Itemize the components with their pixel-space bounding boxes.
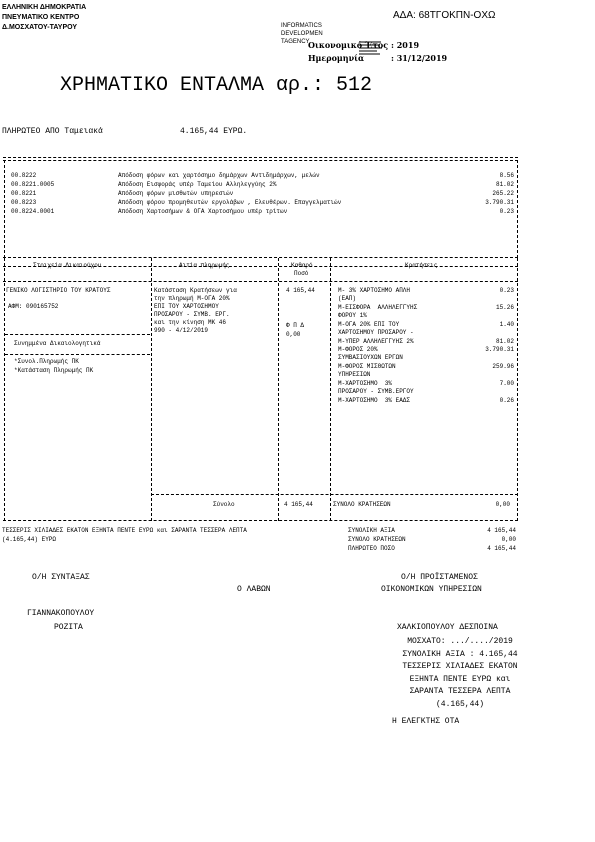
deduction-label: ΥΠΗΡΕΣΙΩΝ [338, 371, 371, 378]
deduction-label: Μ-ΧΑΡΤΟΣΗΜΟ 3% [338, 380, 393, 387]
account-desc: Απόδοση φόρου προμηθευτών εργολάβων , Ελευθέρων. Επαγγελματιών [118, 199, 342, 206]
table-right-border [517, 258, 518, 521]
table-bottom-border [3, 520, 518, 521]
account-code: 00.8221.0005 [11, 181, 55, 188]
account-amount: 81.02 [495, 181, 514, 188]
org-line: Δ.ΜΟΣΧΑΤΟΥ-ΤΑΥΡΟΥ [2, 24, 78, 31]
account-code: 00.8221 [11, 190, 37, 197]
head-name: ΧΑΛΚΙΟΠΟΥΛΟΥ ΔΕΣΠΟΙΝΑ [397, 623, 498, 632]
table-col-divider [151, 258, 152, 521]
deduction-amount: 0.23 [499, 287, 514, 294]
col-header-net2: Ποσό [294, 270, 309, 277]
deduction-label: ΧΑΡΤΟΣΗΜΟΥ ΠΡΟΣΑΡΟΥ - [338, 329, 414, 336]
deduction-label: Μ- 3% ΧΑΡΤΟΣΗΜΟ ΑΠΛΗ [338, 287, 411, 294]
deduction-amount: 7.00 [499, 380, 514, 387]
attached-docs-title: Συνημμένα Δικαιολογητικά [14, 340, 101, 347]
deduction-label: Μ-ΦΟΡΟΣ ΜΙΣΘΩΤΩΝ [338, 363, 396, 370]
accounts-right-border [517, 160, 518, 258]
org-line: ΠΝΕΥΜΑΤΙΚΟ ΚΕΝΤΡΟ [2, 14, 80, 21]
creditor-name: ΓΕΝΙΚΟ ΛΟΓΙΣΤΗΡΙΟ ΤΟΥ ΚΡΑΤΟΥΣ [6, 287, 111, 294]
head-title-line2: ΟΙΚΟΝΟΜΙΚΩΝ ΥΠΗΡΕΣΙΩΝ [381, 585, 482, 594]
deduction-label: Μ-ΥΠΕΡ ΑΛΛΗΛΕΓΓΥΗΣ 2% [338, 338, 414, 345]
controller-title: Η ΕΛΕΓΚΤΗΣ ΟΤΑ [392, 717, 460, 726]
account-code: 00.8222 [11, 172, 37, 179]
deduction-label: Μ-ΕΙΣΦΟΡΑ ΑΛΛΗΛΕΓΓΥΗΣ [338, 304, 418, 311]
col-header-cause: Αιτία πληρωμής [179, 262, 230, 269]
accounts-left-border [4, 160, 5, 258]
account-desc: Απόδοση Εισφοράς υπέρ Ταμείου Αλληλεγγύης 2% [118, 181, 277, 188]
account-desc: Απόδοση φόρων μισθωτών υπηρεσιών [118, 190, 234, 197]
amount-in-words-numeric: (4.165,44) ΕΥΡΩ [2, 536, 57, 543]
table-col-divider [278, 258, 279, 521]
col-header-deductions: Κρατήσεις [405, 262, 438, 269]
composer-name-line1: ΓΙΑΝΝΑΚΟΠΟΥΛΟΥ [27, 609, 95, 618]
fiscal-year-label: Οικονομικό Έτος [308, 40, 389, 50]
deduction-amount: 15.26 [495, 304, 514, 311]
totals-label: Σύνολο [213, 501, 235, 508]
deduction-amount: 0.26 [499, 397, 514, 404]
summary-amount: 4 165,44 [487, 527, 516, 534]
summary-label: ΣΥΝΟΛΟ ΚΡΑΤΗΣΕΩΝ [348, 536, 406, 543]
org-line: ΕΛΛΗΝΙΚΗ ΔΗΜΟΚΡΑΤΙΑ [2, 4, 87, 11]
receiver-title: Ο ΛΑΒΩΝ [237, 585, 271, 594]
date-value: : 31/12/2019 [391, 53, 448, 63]
receipt-block: ΜΟΣΧΑΤΟ: .../..../2019 ΣΥΝΟΛΙΚΗ ΑΞΙΑ : 4.165,44 ΤΕΣΣΕΡΙΣ ΧΙΛΙΑΔΕΣ ΕΚΑΤΟΝ ΕΞΗΝΤΑ ΠΕΝΤΕ ΕΥΡΩ και ΣΑΡΑΝΤΑ ΤΕΣΣΕΡΑ ΛΕΠΤΑ (4.165,44) [402, 637, 518, 709]
col-header-creditor: Στοιχεία Δικαιούχου [33, 262, 102, 269]
account-code: 00.8223 [11, 199, 37, 206]
deduction-amount: 81.02 [495, 338, 514, 345]
net-label-fpd: Φ Π Δ [286, 322, 305, 329]
ada-code: ΑΔΑ: 68ΤΓΟΚΠΝ-ΟΧΩ [393, 10, 496, 21]
account-desc: Απόδοση Χαρτοσήμων & ΟΓΑ Χαρτοσήμου υπέρ τρίτων [118, 208, 288, 215]
table-col-divider [330, 258, 331, 521]
head-title-line1: Ο/Η ΠΡΟΪΣΤΑΜΕΝΟΣ [401, 573, 478, 582]
document-title: ΧΡΗΜΑΤΙΚΟ ΕΝΤΑΛΜΑ αρ.: 512 [60, 74, 373, 97]
totals-deductions-label: ΣΥΝΟΛΟ ΚΡΑΤΗΣΕΩΝ [333, 501, 391, 508]
org-name-block [2, 3, 86, 33]
table-left-border [4, 258, 5, 521]
attached-doc: *Κατάσταση Πληρωμής ΠΚ [14, 367, 94, 374]
totals-top-border [151, 494, 518, 495]
account-amount: 0.23 [499, 208, 514, 215]
summary-label: ΣΥΝΟΛΙΚΗ ΑΞΙΑ [348, 527, 395, 534]
account-code: 00.8224.0001 [11, 208, 55, 215]
deduction-label: Μ-ΟΓΑ 20% ΕΠΙ ΤΟΥ [338, 321, 400, 328]
deduction-label: ΠΡΟΣΑΡΟΥ - ΣΥΜΒ.ΕΡΓΟΥ [338, 388, 414, 395]
accounts-bottom-border [3, 257, 518, 258]
deduction-label: Μ-ΦΟΡΟΣ 20% [338, 346, 378, 353]
amount-in-words: ΤΕΣΣΕΡΙΣ ΧΙΛΙΑΔΕΣ ΕΚΑΤΟΝ ΕΞΗΝΤΑ ΠΕΝΤΕ ΕΥΡΩ και ΣΑΡΑΝΤΑ ΤΕΣΣΕΡΑ ΛΕΠΤΑ [2, 527, 247, 534]
totals-deductions-amount: 0,00 [495, 501, 510, 508]
accounts-top-border [3, 157, 518, 158]
payable-label: ΠΛΗΡΩΤΕΟ ΑΠΟ Ταμειακά [2, 127, 103, 136]
deduction-amount: 1.40 [499, 321, 514, 328]
summary-label: ΠΛΗΡΩΤΕΟ ΠΟΣΟ [348, 545, 395, 552]
payment-cause: Κατάσταση Κρατήσεων για την πληρωμή Μ-ΟΓΑ 20% ΕΠΙ ΤΟΥ ΧΑΡΤΟΣΗΜΟΥ ΠΡΟΣΑΡΟΥ - ΣΥΜΒ. ΕΡΓ. και την κίνηση ΜΚ 46 990 - 4/12/2019 [154, 287, 237, 334]
deduction-label: Μ-ΧΑΡΤΟΣΗΜΟ 3% ΕΑΔΣ [338, 397, 411, 404]
creditor-divider [5, 334, 150, 335]
net-amount2: 0,00 [286, 331, 301, 338]
deduction-amount: 3.790.31 [485, 346, 514, 353]
deduction-label: (ΕΑΠ) [338, 295, 357, 302]
deduction-label: ΦΟΡΟΥ 1% [338, 312, 367, 319]
signature-fine-print [340, 22, 364, 38]
deduction-label: ΣΥΜΒΑΣΙΟΥΧΩΝ ΕΡΓΩΝ [338, 354, 403, 361]
creditor-afm: ΑΦΜ: 090165752 [8, 303, 59, 310]
fiscal-year-value: : 2019 [391, 40, 420, 50]
net-amount: 4 165,44 [286, 287, 315, 294]
header-row-divider [3, 281, 518, 282]
account-amount: 8.56 [499, 172, 514, 179]
col-header-net: Καθαρό [291, 262, 313, 269]
payable-amount: 4.165,44 ΕΥΡΩ. [180, 127, 248, 136]
composer-title: Ο/Η ΣΥΝΤΑΞΑΣ [32, 573, 90, 582]
summary-amount: 0,00 [501, 536, 516, 543]
creditor-divider [5, 354, 150, 355]
account-amount: 265.22 [492, 190, 514, 197]
summary-amount: 4 165,44 [487, 545, 516, 552]
digital-signature-stamp: INFORMATICS DEVELOPMEN TAGENCY [281, 23, 323, 45]
date-label: Ημερομηνία [308, 53, 365, 63]
composer-name-line2: ΡΟΖΙΤΑ [54, 623, 83, 632]
account-desc: Απόδοση φόρων και χαρτόσημο δημάρχων Αντιδημάρχων, μελών [118, 172, 320, 179]
account-amount: 3.790.31 [485, 199, 514, 206]
attached-doc: *Συνολ.Πληρωμής ΠΚ [14, 358, 79, 365]
totals-net: 4 165,44 [284, 501, 313, 508]
deduction-amount: 259.96 [492, 363, 514, 370]
accounts-top-border2 [3, 160, 518, 161]
